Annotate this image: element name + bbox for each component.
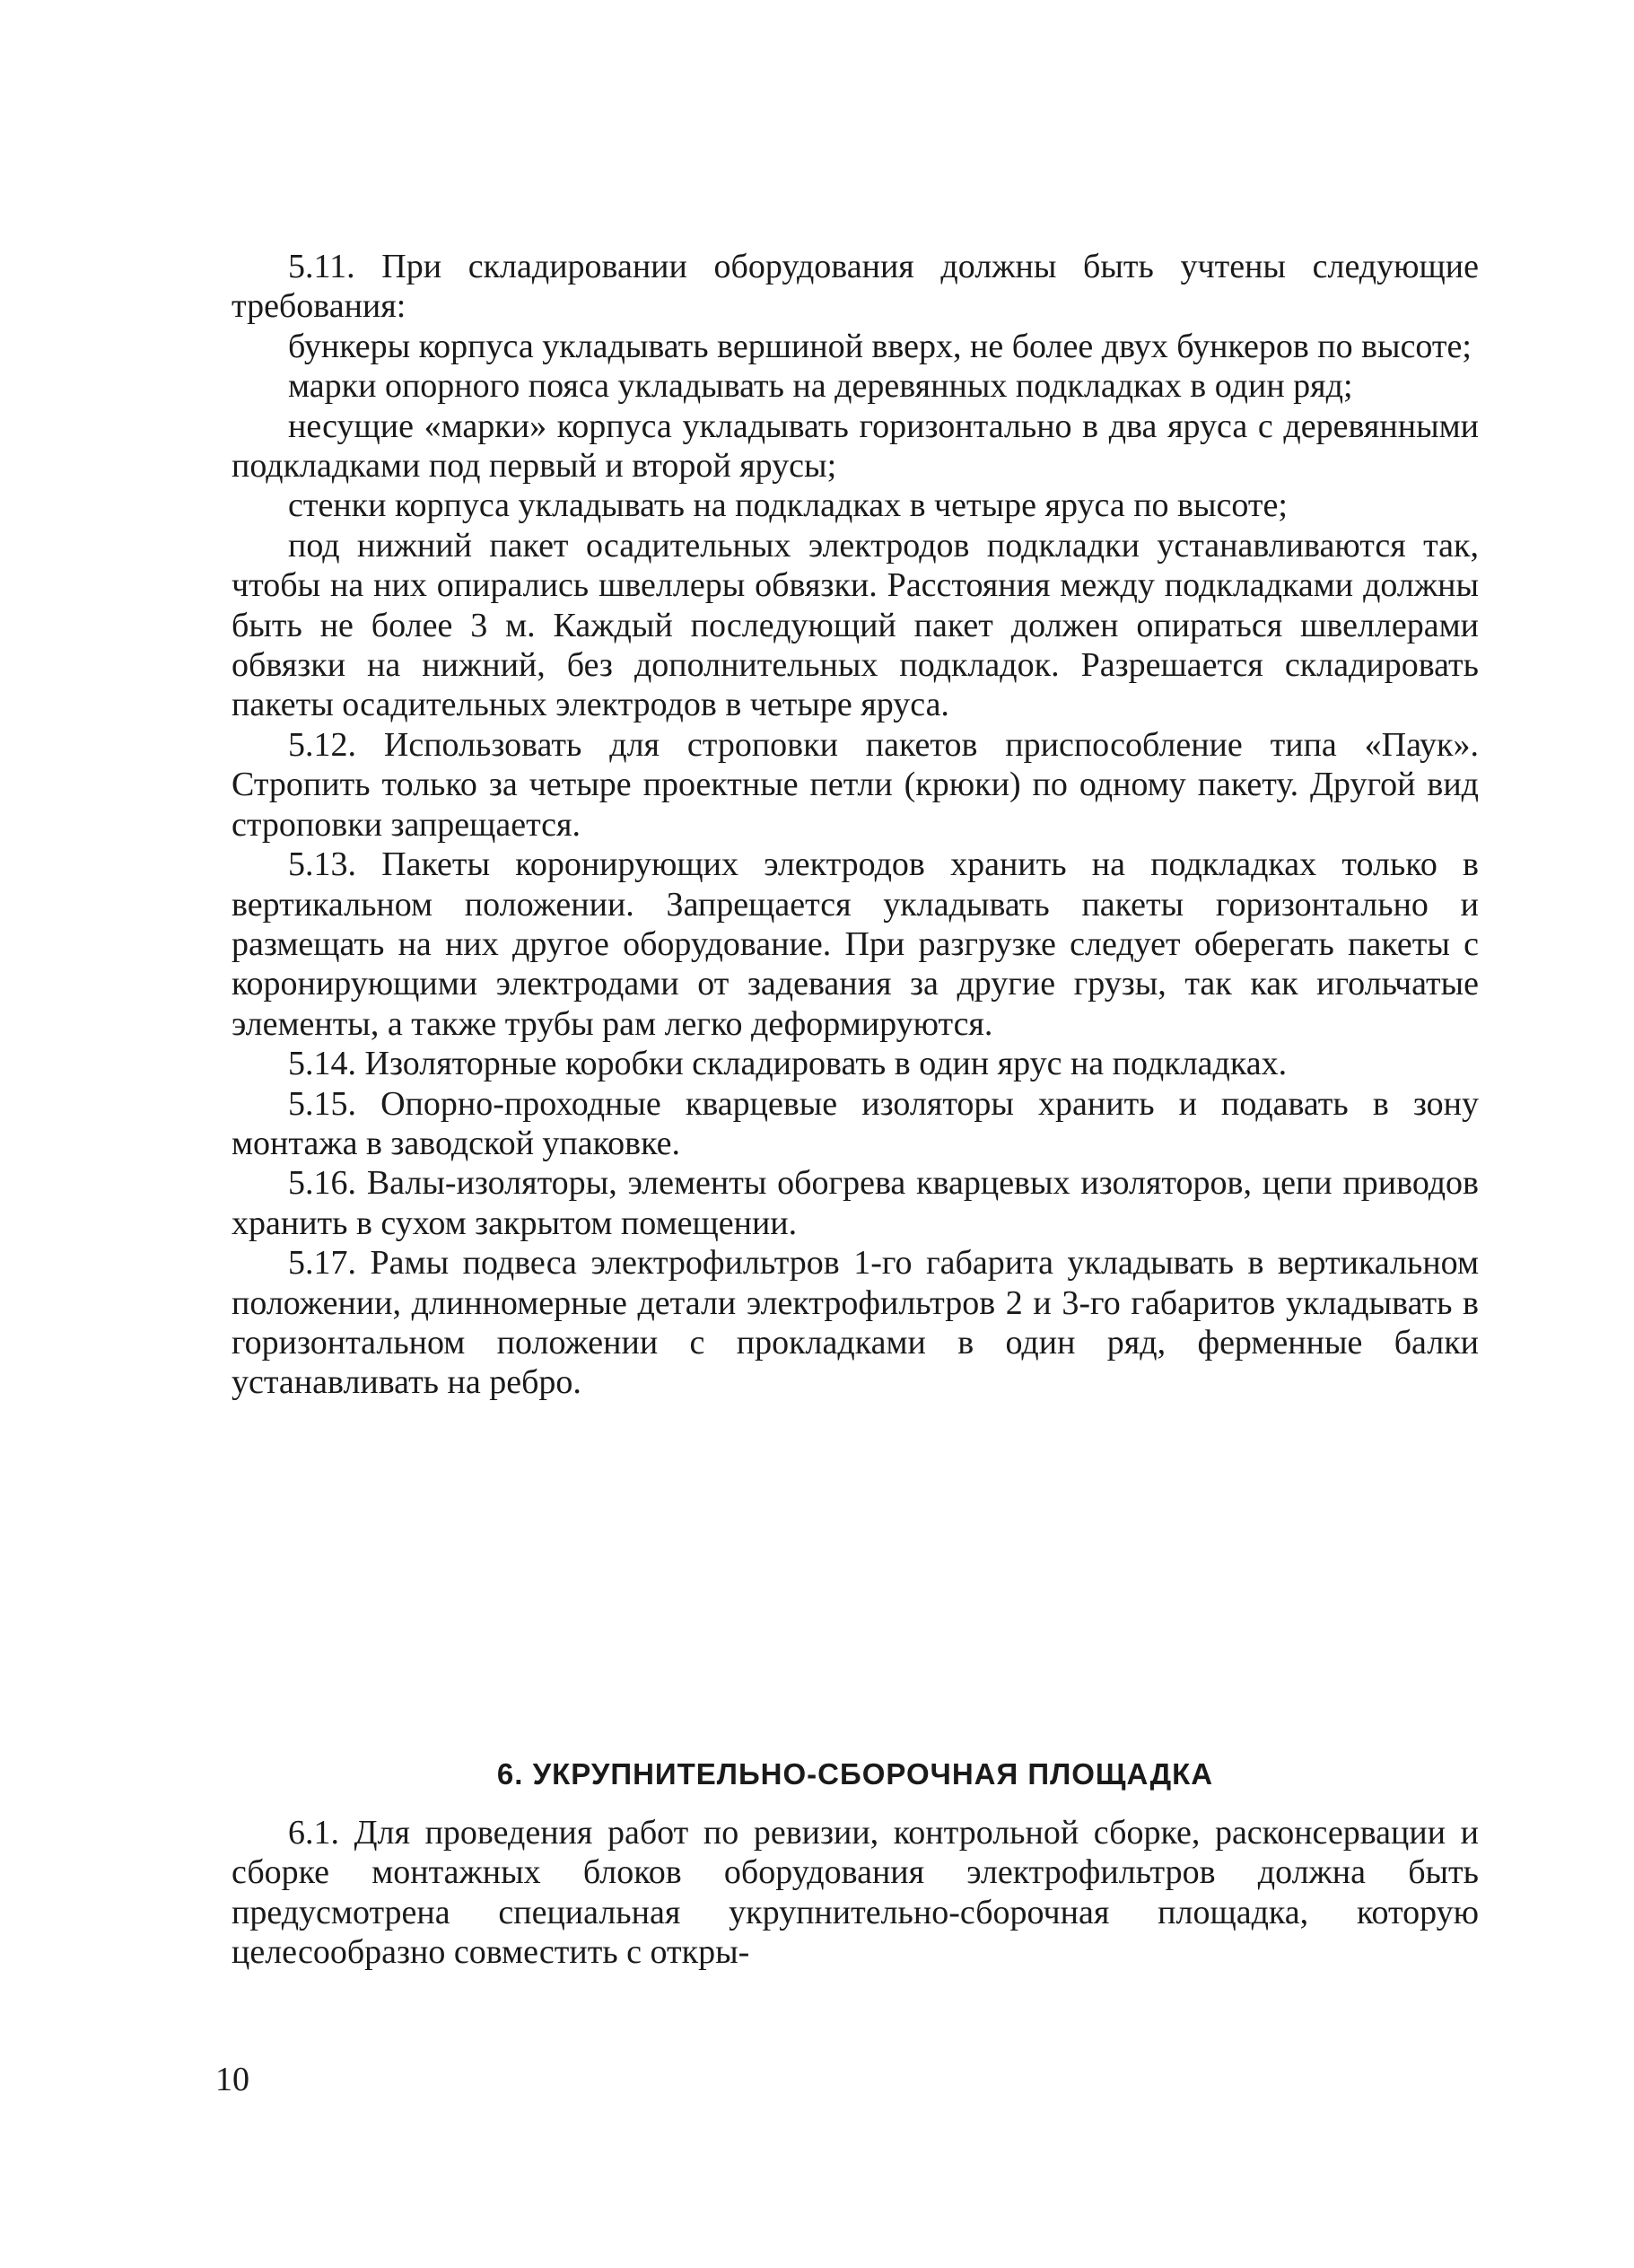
paragraph-walls: стенки корпуса укладывать на подкладках в четыре яруса по высоте; <box>288 486 1288 525</box>
section-6-body <box>232 1813 1479 1973</box>
section-6-heading-block <box>232 1755 1479 1794</box>
paragraph-5-17: 5.17. Рамы подвеса электрофильтров 1-го габарита укладывать в вертикальном положении, длинномерные детали электрофильтров 2 и 3-го габаритов укладывать в горизонтальном положении с прокладками в один ряд, ферменные балки устанавливать на ребро. <box>232 1244 1479 1402</box>
page-number: 10 <box>215 2061 249 2098</box>
section-heading: 6. УКРУПНИТЕЛЬНО-СБОРОЧНАЯ ПЛОЩАДКА <box>496 1757 1214 1791</box>
paragraph-bunkers: бункеры корпуса укладывать вершиной вверх, не более двух бункеров по высоте; <box>288 327 1472 365</box>
paragraph-6-1: 6.1. Для проведения работ по ревизии, контрольной сборке, расконсервации и сборке монтажных блоков оборудования электрофильтров должна быть предусмотрена специальная укрупнительно-сборочная площадка, которую целесообразно совместить с откры- <box>232 1814 1479 1972</box>
paragraph-5-15: 5.15. Опорно-проходные кварцевые изоляторы хранить и подавать в зону монтажа в заводской упаковке. <box>232 1084 1479 1162</box>
paragraph-5-16: 5.16. Валы-изоляторы, элементы обогрева кварцевых изоляторов, цепи приводов хранить в сухом закрытом помещении. <box>232 1164 1479 1242</box>
paragraph-marks-support: марки опорного пояса укладывать на деревянных подкладках в один ряд; <box>288 367 1353 406</box>
paragraph-5-11-intro: 5.11. При складировании оборудования должны быть учтены следующие требования: <box>232 248 1479 326</box>
paragraph-5-12: 5.12. Использовать для строповки пакетов приспособление типа «Паук». Стропить только за четыре проектные петли (крюки) по одному пакету. Другой вид строповки запрещается. <box>232 725 1479 844</box>
section-5-body <box>232 247 1479 1403</box>
paragraph-packages: под нижний пакет осадительных электродов подкладки устанавливаются так, чтобы на них опирались швеллеры обвязки. Расстояния между подкладками должны быть не более 3 м. Каждый последующий пакет должен опираться швеллерами обвязки на нижний, без дополнительных подкладок. Разрешается складировать пакеты осадительных электродов в четыре яруса. <box>232 526 1479 724</box>
paragraph-5-13: 5.13. Пакеты коронирующих электродов хранить на подкладках только в вертикальном положении. Запрещается укладывать пакеты горизонтально и размещать на них другое оборудование. При разгрузке следует оберегать пакеты с коронирующими электродами от задевания за другие грузы, так как игольчатые элементы, а также трубы рам легко деформируются. <box>232 845 1479 1043</box>
paragraph-5-14: 5.14. Изоляторные коробки складировать в один ярус на подкладках. <box>288 1045 1288 1083</box>
paragraph-marks-carrying: несущие «марки» корпуса укладывать горизонтально в два яруса с деревянными подкладками под первый и второй ярусы; <box>232 407 1479 486</box>
